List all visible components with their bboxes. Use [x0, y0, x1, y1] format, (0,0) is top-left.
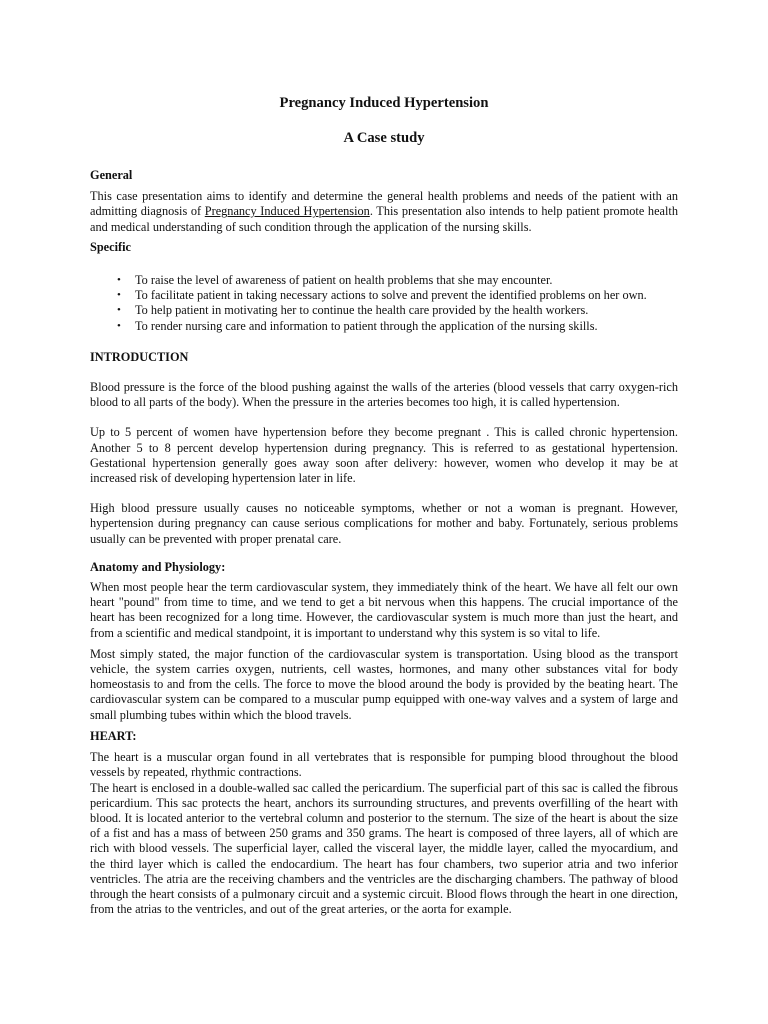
- list-item: [90, 273, 678, 288]
- page-subtitle: A Case study: [343, 130, 425, 146]
- general-paragraph: [90, 189, 678, 235]
- bullet-icon: •: [117, 304, 121, 317]
- bullet-icon: •: [117, 319, 121, 332]
- document-body: [90, 94, 678, 917]
- heart-paragraph-1: The heart is a muscular organ found in all vertebrates that is responsible for pumping blood throughout the blood vessels by repeated, rhythmic contractions.: [90, 750, 678, 780]
- bullet-text: To facilitate patient in taking necessary actions to solve and prevent the identified problems on her own.: [135, 288, 647, 303]
- general-heading: General: [90, 168, 133, 182]
- introduction-paragraph-3: High blood pressure usually causes no noticeable symptoms, whether or not a woman is pregnant. However, hypertension during pregnancy can cause serious complications for mother and baby. Fortunately, serious problems usually can be prevented with proper prenatal care.: [90, 501, 678, 546]
- specific-heading: Specific: [90, 239, 131, 254]
- bullet-text: To help patient in motivating her to continue the health care provided by the health workers.: [135, 303, 589, 318]
- bullet-icon: •: [117, 289, 121, 302]
- bullet-text: To render nursing care and information to patient through the application of the nursing skills.: [135, 318, 598, 333]
- anatomy-paragraph-2: Most simply stated, the major function of the cardiovascular system is transportation. Using blood as the transport vehicle, the system carries oxygen, nutrients, cell wastes, hormones, and many other substances vital for body homeostasis to and from the cells. The force to move the blood around the body is provided by the beating heart. The cardiovascular system can be compared to a muscular pump equipped with one-way valves and a system of large and small plumbing tubes within which the blood travels.: [90, 646, 678, 722]
- list-item: [90, 319, 678, 334]
- introduction-paragraph-1: Blood pressure is the force of the blood pushing against the walls of the arteries (blood vessels that carry oxygen-rich blood to all parts of the body). When the pressure in the arteries becomes too high, it is called hypertension.: [90, 380, 678, 410]
- introduction-paragraph-2: Up to 5 percent of women have hypertension before they become pregnant . This is called chronic hypertension. Another 5 to 8 percent develop hypertension during pregnancy. This is referred to as gestational hypertension. Gestational hypertension generally goes away soon after delivery: however, women who develop it may be at increased risk of developing hypertension later in life.: [90, 425, 678, 486]
- bullet-text: To raise the level of awareness of patient on health problems that she may encounter.: [135, 273, 553, 288]
- heart-heading: HEART:: [90, 728, 137, 743]
- page-title: Pregnancy Induced Hypertension: [279, 95, 489, 111]
- introduction-heading: INTRODUCTION: [90, 349, 189, 364]
- anatomy-paragraph-1: When most people hear the term cardiovascular system, they immediately think of the heart. We have all felt our own heart "pound" from time to time, and we tend to get a bit nervous when this happens. The crucial importance of the heart has been recognized for a long time. However, the cardiovascular system is much more than just the heart, and from a scientific and medical standpoint, it is important to understand why this system is so vital to life.: [90, 580, 678, 640]
- bullet-icon: •: [117, 274, 121, 287]
- anatomy-heading: Anatomy and Physiology:: [90, 559, 226, 574]
- general-text-before: This case presentation aims to identify and determine the general health problems and needs of the patient with an admitting diagnosis of: [90, 189, 678, 219]
- heart-paragraph-2: The heart is enclosed in a double-walled sac called the pericardium. The superficial part of this sac is called the fibrous pericardium. This sac protects the heart, anchors its surrounding structures, and prevents overfilling of the heart with blood. It is located anterior to the vertebral column and posterior to the sternum. The size of the heart is about the size of a fist and has a mass of between 250 grams and 350 grams. The heart is composed of three layers, all of which are rich with blood vessels. The superficial layer, called the visceral layer, the middle layer, called the myocardium, and the third layer which is called the endocardium. The heart has four chambers, two superior atria and two inferior ventricles. The atria are the receiving chambers and the ventricles are the discharging chambers. The pathway of blood through the heart consists of a pulmonary circuit and a systemic circuit. Blood flows through the heart in one direction, from the atrias to the ventricles, and out of the great arteries, or the aorta for example.: [90, 780, 678, 917]
- general-text-after: . This presentation also intends to help patient promote health and medical understanding of such condition through the application of the nursing skills.: [90, 204, 678, 234]
- list-item: [90, 303, 678, 318]
- general-underlined-term: Pregnancy Induced Hypertension: [204, 204, 370, 219]
- specific-bullet-list: [90, 273, 678, 334]
- list-item: [90, 288, 678, 303]
